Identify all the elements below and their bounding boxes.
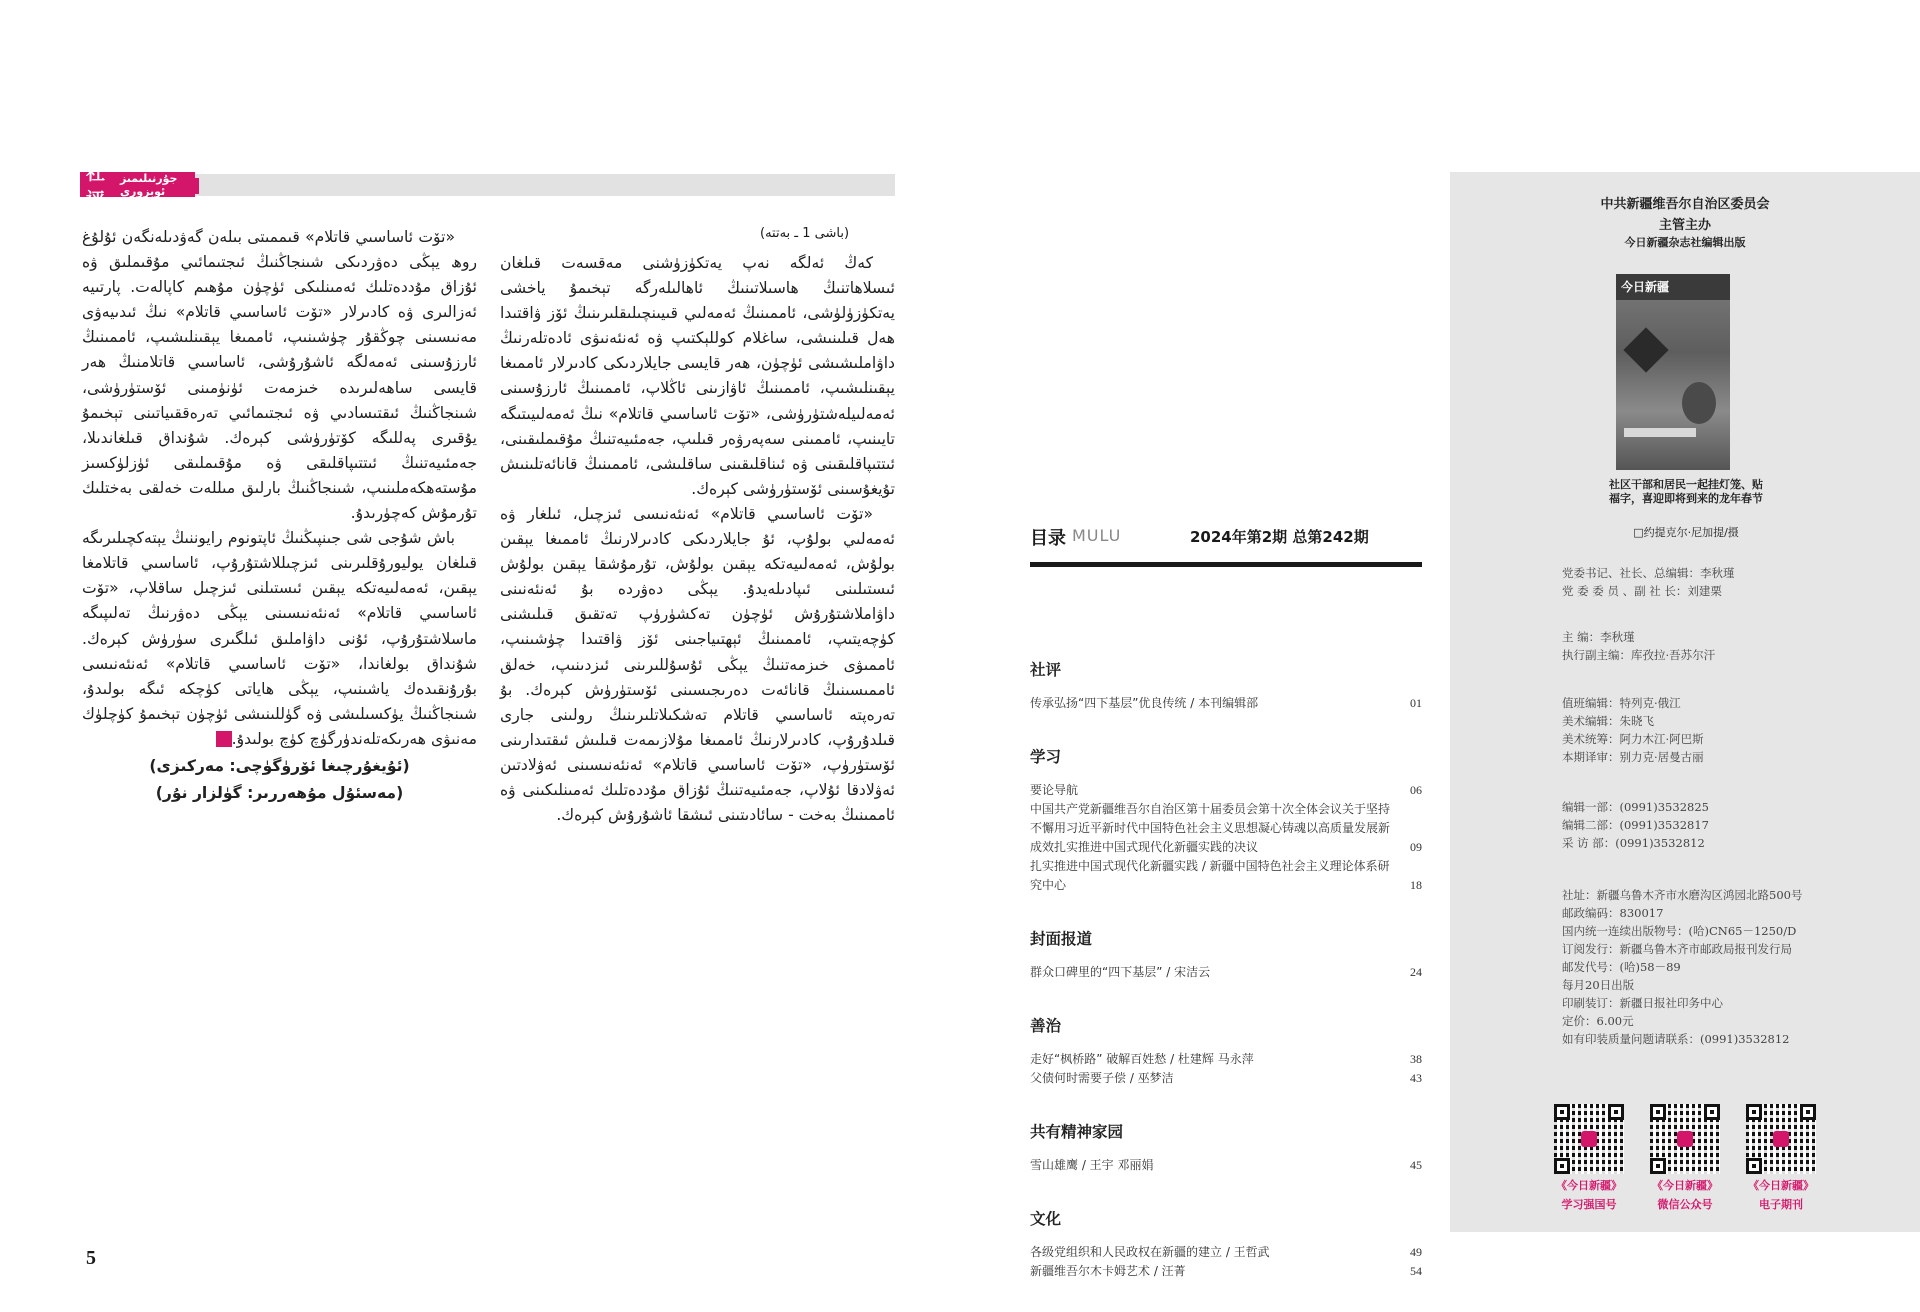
- editor-credit: (مەسئۇل مۇھەررىر: گۈلزار نۇر): [155, 784, 404, 803]
- contact-group: [1562, 798, 1709, 852]
- paragraph-text: باش شۇجى شى جىنپىڭنىڭ ئاپتونوم رايوننىڭ يېتەكچىلىرىگە قىلغان يوليورۇقلىرىنى ئىزچىللاشتۇرۇپ، ئاساسىي قاتلامغا يېقىن، ئەمەلىيەتكە يېقىن ئىستىلنى ئىزچىل ساقلاپ، «تۆت ئاساسىي قاتلام» ئەنئەنىسىنى يېڭى دەۋرنىڭ تەلىپىگە ماسلاشتۇرۇپ، ئۇنى داۋاملىق ئىلگىرى سۈرۈش كېرەك. شۇنداق بولغاندا، «تۆت ئاساسىي قاتلام» ئەنئەنىسى بۇرۇنقىدەك ياشىنىپ، يېڭى ھاياتى كۈچكە ئىگە بولىدۇ، شىنجاڭنىڭ يۈكسىلىشى ۋە گۈللىنىشى ئۈچۈن تېخىمۇ كۈچلۈك مەنىۋى ھەرىكەتلەندۈرگۈچ كۈچ بولىدۇ.: [82, 529, 477, 748]
- toc-section-title: 社评: [1030, 661, 1062, 679]
- toc-page: 49: [1410, 1245, 1422, 1259]
- organization: 中共新疆维吾尔自治区委员会: [1600, 197, 1770, 212]
- toc-title: 目录: [1030, 528, 1066, 549]
- staff-row: 美术统筹：阿力木江·阿巴斯: [1562, 732, 1704, 746]
- staff-row: 执行副主编：库孜拉·吾苏尔汗: [1562, 648, 1716, 662]
- paragraph: [82, 526, 477, 752]
- staff-group: [1562, 564, 1735, 600]
- paragraph: «تۆت ئاساسىي قاتلام» قىممىتى بىلەن گەۋدىلەنگەن ئۇلۇغ روھ يېڭى دەۋردىكى شىنجاڭنىڭ ئىجتىمائىي مۇقىملىق ۋە ئۇزاق مۇددەتلىك ئەمىنلىكى ئۈچۈن مۇھىم كاپالەت. پارتىيە ئەزالىرى ۋە كادىرلار «تۆت ئاساسىي قاتلام» نىڭ ئىدىيەۋى مەنىسىنى چوڭقۇر چۈشىنىپ، ئاممىغا يېقىنلىشىپ، ئاممىنىڭ ئارزۇسىنى ئەمەلگە ئاشۇرۇشى، ئاساسىي قاتلامنىڭ ھەر قايسى ساھەلىرىدە خىزمەت ئۈنۈمىنى ئۆستۈرۈشى، شىنجاڭنىڭ ئىقتىسادىي ۋە ئىجتىمائىي تەرەققىياتىنى تېخىمۇ يۇقىرى پەللىگە كۆتۈرۈشى كېرەك. شۇنداق قىلغاندىلا، جەمئىيەتنىڭ ئىتتىپاقلىقى ۋە مۇقىملىقى ئۈزلۈكسىز مۇستەھكەملىنىپ، شىنجاڭنىڭ بارلىق مىللەت خەلقى بەختلىك تۇرمۇش كەچۈرىدۇ.: [82, 228, 477, 523]
- qr-code-icon[interactable]: [1554, 1104, 1624, 1174]
- toc-page: 09: [1410, 840, 1422, 854]
- info-row: 国内统一连续出版物号：(哈)CN65－1250/D: [1562, 924, 1797, 938]
- info-row: 邮发代号：(哈)58－89: [1562, 960, 1681, 974]
- toc-entry[interactable]: 传承弘扬“四下基层”优良传统 / 本刊编辑部 01: [1030, 694, 1422, 713]
- toc-entry[interactable]: 各级党组织和人民政权在新疆的建立 / 王哲武 49: [1030, 1243, 1422, 1262]
- toc-section: [1030, 927, 1422, 982]
- cover-image[interactable]: [1616, 274, 1730, 470]
- toc-section-title: 学习: [1030, 748, 1062, 766]
- publication-info: [1562, 886, 1802, 1048]
- toc-section-title: 文化: [1030, 1210, 1062, 1228]
- info-row: 邮政编码：830017: [1562, 906, 1664, 920]
- toc-header: [1030, 524, 1422, 567]
- tag-notch: [195, 178, 199, 194]
- toc-page: 54: [1410, 1264, 1422, 1278]
- toc-entry[interactable]: 走好“枫桥路” 破解百姓愁 / 杜建辉 马永萍 38: [1030, 1050, 1422, 1069]
- toc-page: 24: [1410, 965, 1422, 979]
- translator-credit: (ئۇيغۇرچىغا ئۆرۈگۈچى: مەركىزى): [149, 756, 410, 775]
- toc-entry[interactable]: 雪山雄鹰 / 王宇 邓丽娟 45: [1030, 1156, 1422, 1175]
- toc-entry[interactable]: 扎实推进中国式现代化新疆实践 / 新疆中国特色社会主义理论体系研究中心 18: [1030, 857, 1422, 895]
- toc-entry[interactable]: 父债何时需要子偿 / 巫梦洁 43: [1030, 1069, 1422, 1088]
- continued-note: (باشى 1 ـ بەتتە): [760, 226, 850, 241]
- toc-entry[interactable]: 中国共产党新疆维吾尔自治区第十届委员会第十次全体会议关于坚持不懈用习近平新时代中国特色社会主义思想凝心铸魂以高质量发展新成效扎实推进中国式现代化新疆实践的决议 09: [1030, 800, 1422, 857]
- qr-label: 微信公众号: [1657, 1198, 1713, 1211]
- info-row: 社址：新疆乌鲁木齐市水磨沟区鸿园北路500号: [1562, 888, 1803, 902]
- staff-row: 美术编辑：朱晓飞: [1562, 714, 1654, 728]
- toc-page: 01: [1410, 696, 1422, 710]
- end-mark-icon: ل: [216, 731, 232, 747]
- photo-credit: □约提克尔·尼加提/摄: [1633, 526, 1739, 539]
- toc-entry[interactable]: 群众口碑里的“四下基层” / 宋洁云 24: [1030, 963, 1422, 982]
- qr-wechat[interactable]: [1642, 1104, 1728, 1212]
- text-column-right: [500, 251, 895, 828]
- section-tag-cn: 社评: [86, 161, 107, 211]
- staff-group: [1562, 694, 1704, 766]
- paragraph: كەڭ ئەلگە نەپ يەتكۈزۈشنى مەقسەت قىلغان ئىسلاھاتنىڭ ھاسىلاتىنىڭ ئاھالىلەرگە تېخىمۇ ياخشى يەتكۈزۈلۈشى، ئاممىنىڭ ئەمەلىي قىيىنچىلىقلىرىنىڭ ئۆز ۋاقتىدا ھەل قىلىنىشى، ساغلام كوللېكتىپ ۋە ئەنئەنىۋى ئادەتلەرنىڭ داۋاملىشىشى ئۈچۈن، ھەر قايسى جايلاردىكى كادىرلار ئاممىغا يېقىنلىشىپ، ئاممىنىڭ ئاۋازىنى ئاڭلاپ، ئاممىنىڭ ئارزۇسىنى ئەمەلىيلەشتۈرۈشى، «تۆت ئاساسىي قاتلام» نىڭ ئەمەلىيىتىگە تايىنىپ، ئاممىنى سەپەرۋەر قىلىپ، جەمئىيەتنىڭ مۇقىملىقىنى، ئىتتىپاقلىقىنى ۋە ئىناقلىقىنى ساقلىشى، ئاممىنىڭ قانائەتلىنىش تۇيغۇسىنى ئۆستۈرۈشى كېرەك.: [500, 254, 895, 498]
- toc-section: [1030, 658, 1422, 713]
- toc-entry[interactable]: 要论导航 06: [1030, 781, 1422, 800]
- info-row: 定价：6.00元: [1562, 1014, 1634, 1028]
- toc-entry[interactable]: 新疆维吾尔木卡姆艺术 / 汪菁 54: [1030, 1262, 1422, 1281]
- lantern-icon: [1682, 382, 1716, 424]
- toc-section-title: 封面报道: [1030, 930, 1093, 948]
- info-row: 订阅发行：新疆乌鲁木齐市邮政局报刊发行局: [1562, 942, 1792, 956]
- toc-section: [1030, 1207, 1422, 1281]
- toc-page: 45: [1410, 1158, 1422, 1172]
- contact-row: 编辑一部：(0991)3532825: [1562, 800, 1709, 814]
- qr-label: 学习强国号: [1561, 1198, 1617, 1211]
- contact-row: 采 访 部：(0991)3532812: [1562, 836, 1705, 850]
- staff-row: 本期译审：别力克·居曼古丽: [1562, 750, 1704, 764]
- info-row: 印刷装订：新疆日报社印务中心: [1562, 996, 1723, 1010]
- staff-group: [1562, 628, 1715, 664]
- qr-code-icon[interactable]: [1650, 1104, 1720, 1174]
- toc-page: 38: [1410, 1052, 1422, 1066]
- qr-label: 《今日新疆》: [1748, 1179, 1814, 1192]
- paragraph: «تۆت ئاساسىي قاتلام» ئەنئەنىسى ئىزچىل، ئىلغار ۋە ئەمەلىي بولۇپ، ئۇ جايلاردىكى كادىرلارنىڭ ئاممىغا يېقىن بولۇش، ئەمەلىيەتكە يېقىن بولۇش، تۇرمۇشقا يېقىن بولۇش ئىستىلىنى ئىپادىلەيدۇ. يېڭى دەۋردە بۇ ئەنئەنىنى داۋاملاشتۇرۇش ئۈچۈن تەكشۈرۈپ تەتقىق قىلىشنى كۈچەيتىپ، ئاممىنىڭ ئېھتىياجىنى ئۆز ۋاقتىدا چۈشىنىپ، ئاممىۋى خىزمەتنىڭ يېڭى ئۇسۇللىرىنى ئىزدىنىپ، خەلق ئاممىسىنىڭ قانائەت دەرىجىسىنى ئۆستۈرۈش كېرەك. بۇ تەرەپتە ئاساسىي قاتلام تەشكىلاتلىرىنىڭ رولىنى جارى قىلدۇرۇپ، كادىرلارنىڭ ئاممىغا مۇلازىمەت قىلىش ئىقتىدارىنى ئۆستۈرۈپ، «تۆت ئاساسىي قاتلام» ئەنئەنىسىنى ئەۋلادتىن ئەۋلادقا ئۇلاپ، جەمئىيەتنىڭ ئۇزاق مۇددەتلىك ئەمىنلىكىنى ۋە ئاممىنىڭ بەخت - سائادىتىنى ئىشقا ئاشۇرۇش كېرەك.: [500, 504, 895, 825]
- section-tag: [80, 161, 195, 211]
- info-row: 如有印装质量问题请联系：(0991)3532812: [1562, 1032, 1790, 1046]
- section-tag-ug: جۇرنىلىمىز ئوبزورى: [119, 171, 178, 198]
- staff-row: 党委书记、社长、总编辑：李秋瑾: [1562, 566, 1735, 580]
- qr-xuexi[interactable]: [1546, 1104, 1632, 1212]
- toc-title-en: MULU: [1072, 526, 1122, 545]
- toc-section: [1030, 1120, 1422, 1175]
- toc-page: 06: [1410, 783, 1422, 797]
- qr-epub[interactable]: [1738, 1104, 1824, 1212]
- publisher: 今日新疆杂志社编辑出版: [1624, 236, 1746, 249]
- toc-page: 43: [1410, 1071, 1422, 1085]
- cover-strip: [1624, 428, 1696, 437]
- text-column-left: [82, 225, 477, 806]
- contact-row: 编辑二部：(0991)3532817: [1562, 818, 1709, 832]
- qr-code-icon[interactable]: [1746, 1104, 1816, 1174]
- page-number: 5: [86, 1247, 96, 1269]
- cover-caption: 社区干部和居民一起挂灯笼、贴福字，喜迎即将到来的龙年春节: [1609, 478, 1763, 505]
- toc-section: [1030, 1014, 1422, 1088]
- toc-section: [1030, 745, 1422, 895]
- masthead-panel: [1450, 172, 1920, 1232]
- staff-row: 值班编辑：特列克·俄江: [1562, 696, 1681, 710]
- qr-label: 电子期刊: [1759, 1198, 1803, 1211]
- toc-list: [1030, 658, 1422, 1281]
- toc-section-title: 共有精神家园: [1030, 1123, 1124, 1141]
- info-row: 每月20日出版: [1562, 978, 1635, 992]
- fu-character-icon: [1623, 327, 1668, 372]
- staff-row: 党 委 委 员 、副 社 长：刘建栗: [1562, 584, 1722, 598]
- toc-section-title: 善治: [1030, 1017, 1062, 1035]
- sponsor: 主管主办: [1658, 218, 1711, 233]
- qr-label: 《今日新疆》: [1556, 1179, 1622, 1192]
- qr-label: 《今日新疆》: [1652, 1179, 1718, 1192]
- issue-number: 2024年第2期 总第242期: [1190, 528, 1369, 546]
- cover-masthead: 今日新疆: [1616, 274, 1730, 300]
- staff-row: 主 编：李秋瑾: [1562, 630, 1635, 644]
- toc-page: 18: [1410, 878, 1422, 892]
